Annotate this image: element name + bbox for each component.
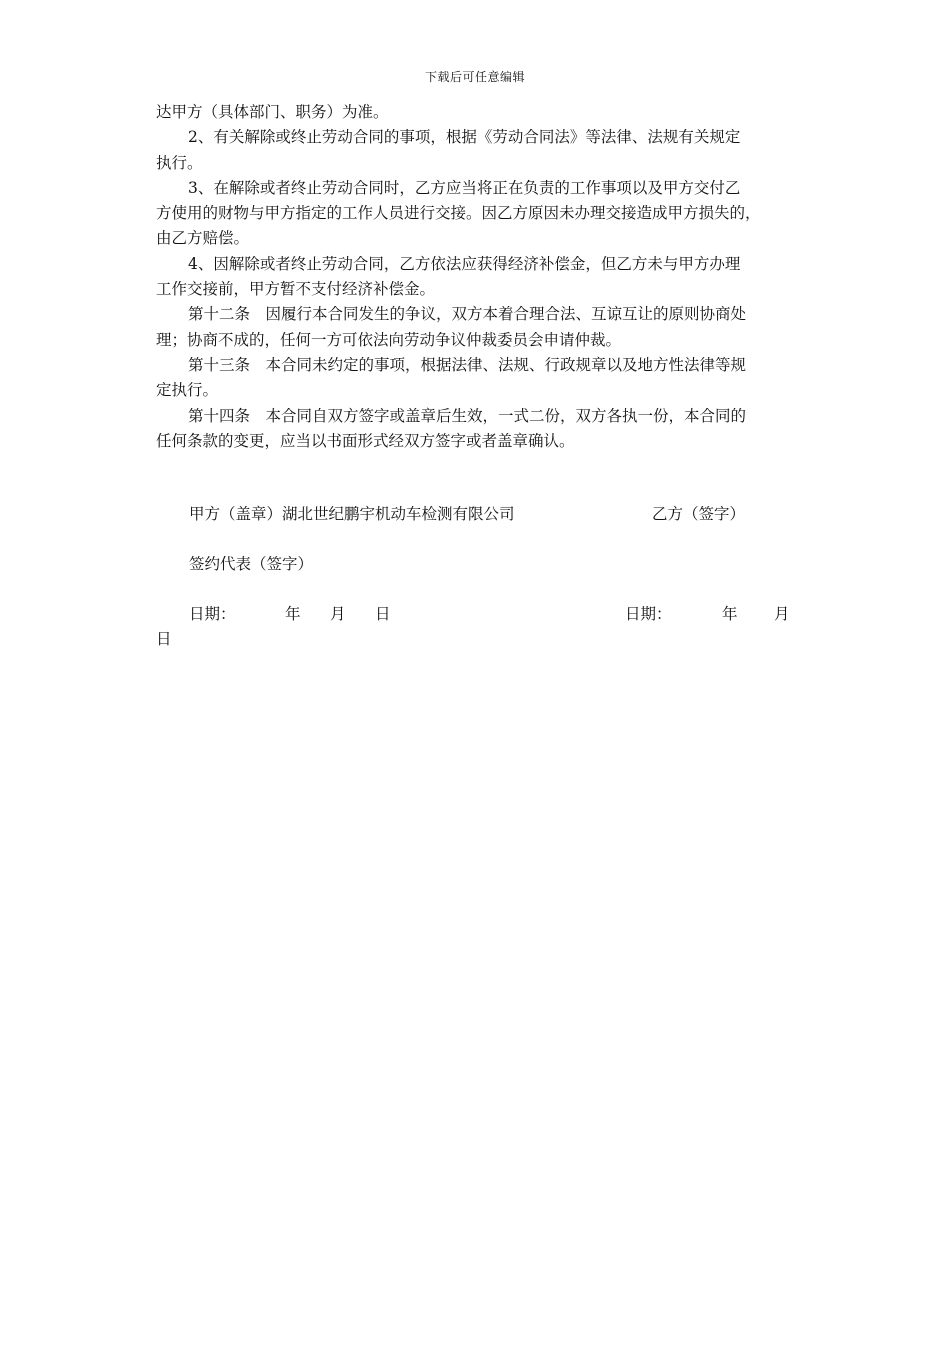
date-label-party-b: 日期：	[625, 605, 672, 623]
year-label-party-b: 年	[722, 605, 738, 623]
representative-label: 签约代表（签字）	[189, 555, 314, 573]
day-label-party-a: 日	[375, 605, 391, 623]
clause-3-line-1: 3、在解除或者终止劳动合同时，乙方应当将正在负责的工作事项以及甲方交付乙	[188, 178, 741, 197]
clause-line: 达甲方（具体部门、职务）为准。	[156, 103, 389, 121]
day-label-party-b: 日	[156, 630, 172, 648]
clause-3-line-3: 由乙方赔偿。	[156, 229, 250, 248]
year-label-party-a: 年	[285, 605, 301, 623]
month-label-party-b: 月	[774, 605, 790, 623]
article-14-line-2: 任何条款的变更，应当以书面形式经双方签字或者盖章确认。	[156, 431, 575, 450]
party-a-label: 甲方（盖章）湖北世纪鹏宇机动车检测有限公司	[189, 505, 515, 523]
article-13-line-1: 第十三条 本合同未约定的事项，根据法律、法规、行政规章以及地方性法律等规	[188, 355, 747, 374]
clause-2-line-2: 执行。	[156, 153, 203, 172]
clause-4-line-1: 4、因解除或者终止劳动合同，乙方依法应获得经济补偿金，但乙方未与甲方办理	[188, 254, 741, 273]
contract-body	[156, 100, 796, 454]
month-label-party-a: 月	[330, 605, 346, 623]
article-12-line-1: 第十二条 因履行本合同发生的争议，双方本着合理合法、互谅互让的原则协商处	[188, 305, 747, 324]
article-13-line-2: 定执行。	[156, 381, 219, 400]
article-12-line-2: 理；协商不成的，任何一方可依法向劳动争议仲裁委员会申请仲裁。	[156, 330, 622, 349]
date-label-party-a: 日期：	[189, 605, 236, 623]
page-header: 下载后可任意编辑	[424, 70, 525, 84]
clause-2-line-1: 2、有关解除或终止劳动合同的事项，根据《劳动合同法》等法律、法规有关规定	[188, 128, 741, 147]
article-14-line-1: 第十四条 本合同自双方签字或盖章后生效，一式二份，双方各执一份，本合同的	[188, 406, 747, 425]
clause-4-line-2: 工作交接前，甲方暂不支付经济补偿金。	[156, 280, 436, 299]
party-b-label: 乙方（签字）	[652, 505, 746, 523]
clause-3-line-2: 方使用的财物与甲方指定的工作人员进行交接。因乙方原因未办理交接造成甲方损失的，	[156, 204, 761, 223]
